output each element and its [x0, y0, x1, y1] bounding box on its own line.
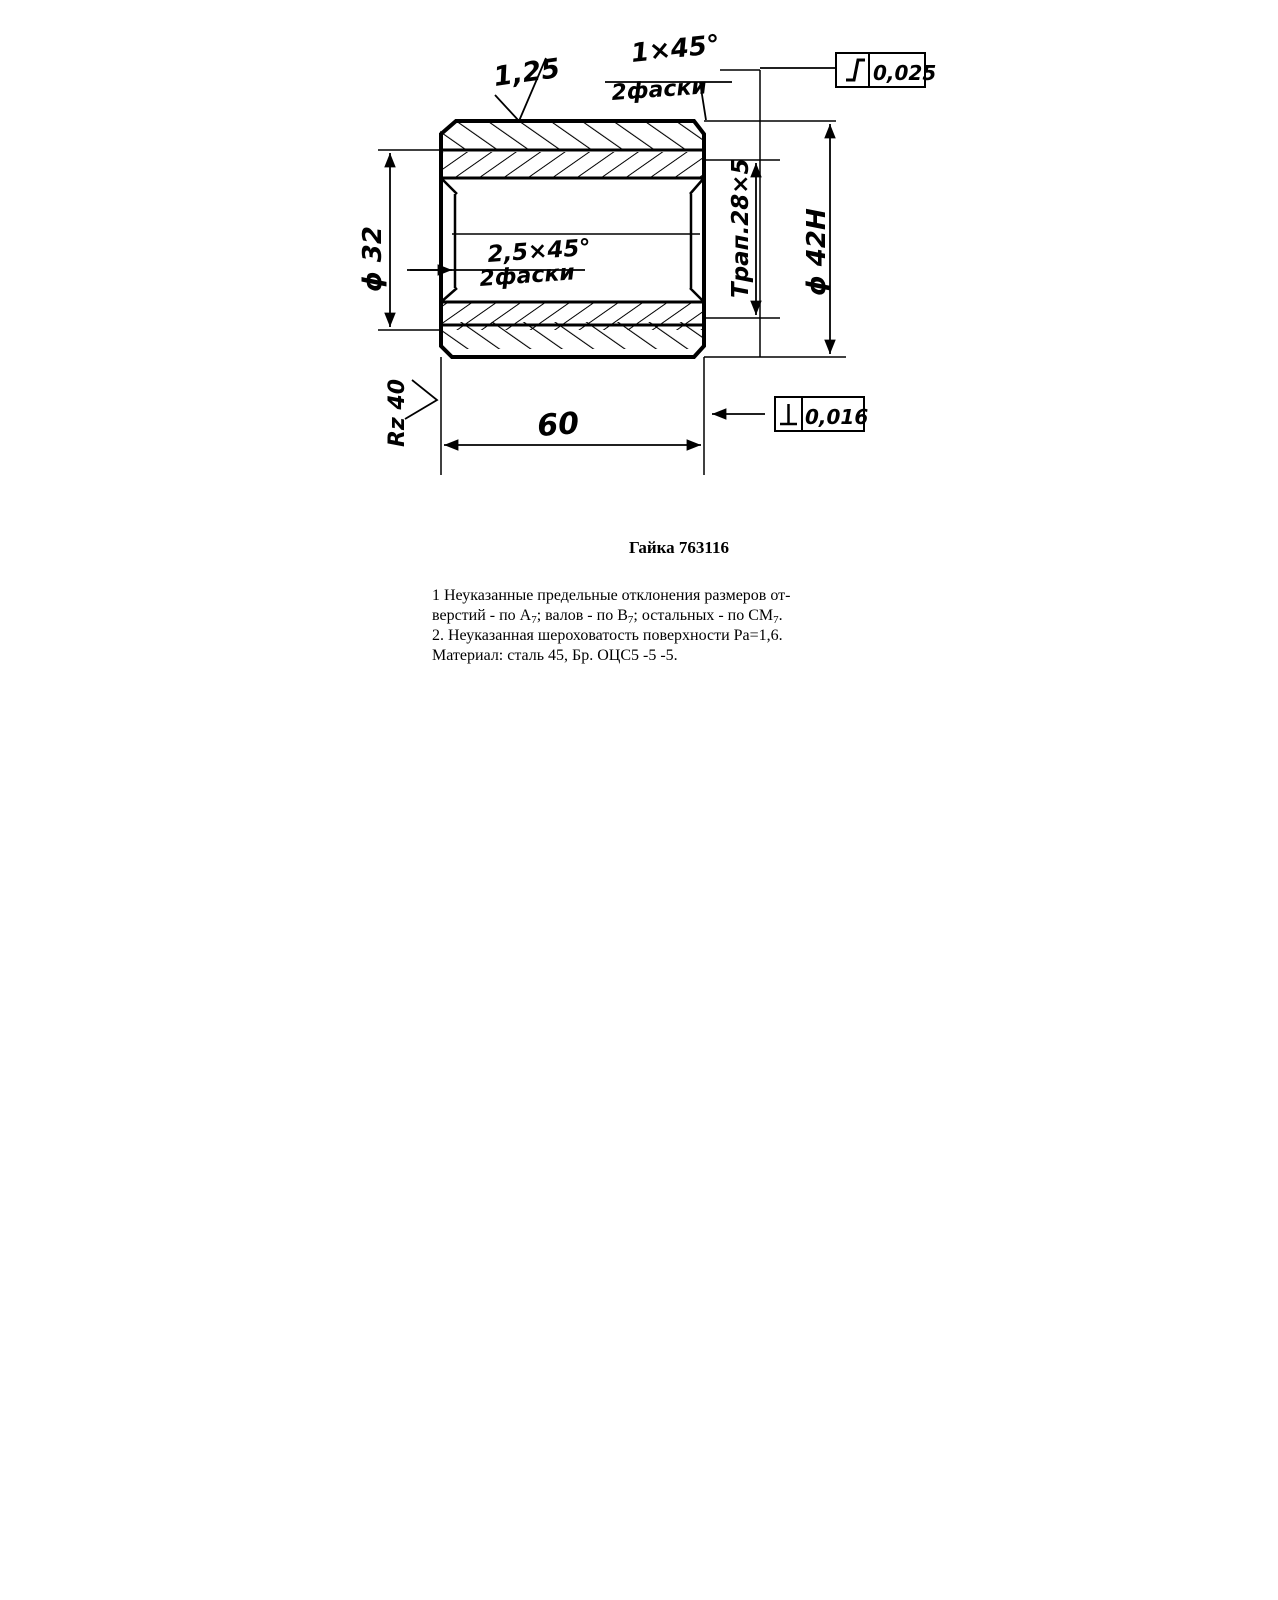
part-title: Гайка 763116 — [629, 538, 729, 557]
note-line-2: верстий - по $А_7$; валов - по $В_7$; остальных - по $СМ_7$. — [432, 607, 783, 626]
runout-frame — [836, 53, 936, 87]
perpendicularity-frame — [775, 397, 868, 431]
technical-notes — [432, 586, 887, 666]
perpendicular-symbol-icon — [780, 404, 797, 424]
inner-chamfer-note: 2фаски — [478, 260, 576, 292]
roughness-label: 1,25 — [491, 52, 562, 93]
outer-chamfer-note: 2фаски — [610, 74, 708, 106]
outer-diameter-label: ϕ 42H — [802, 208, 832, 296]
dimension-lines — [390, 58, 836, 445]
perpendicularity-value: 0,016 — [805, 405, 869, 429]
inner-diameter-label: ϕ 32 — [358, 226, 388, 292]
top-thread-hatch — [440, 152, 702, 178]
runout-symbol-icon — [846, 60, 865, 80]
note-line-4: Материал: сталь 45, Бр. ОЦС5 -5 -5. — [432, 647, 678, 664]
runout-value: 0,025 — [873, 61, 937, 85]
length-label: 60 — [536, 406, 581, 444]
note-line-1: 1 Неуказанные предельные отклонения размеров от- — [432, 587, 791, 604]
note-line-3: 2. Неуказанная шероховатость поверхности Ра=1,6. — [432, 627, 783, 644]
inner-chamfer-size: 2,5×45° — [486, 234, 592, 268]
outer-chamfer-size: 1×45° — [629, 29, 722, 69]
thread-label: Трап.28×5 — [728, 158, 754, 298]
technical-drawing — [0, 0, 1278, 500]
top-outer-hatch — [440, 122, 702, 149]
end-roughness-label: Rz 40 — [385, 378, 410, 447]
